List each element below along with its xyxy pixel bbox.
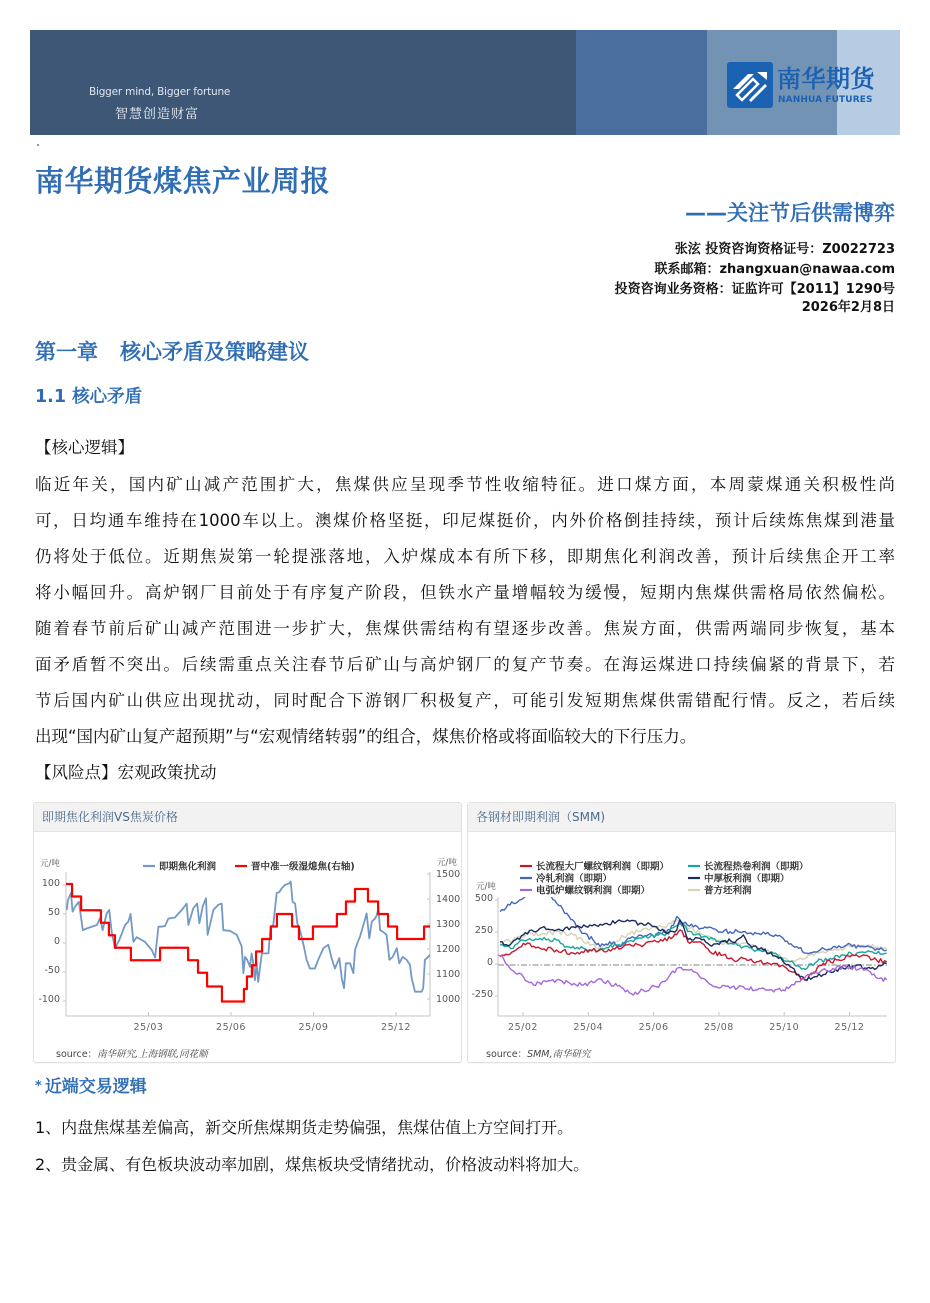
x-tick-label: 25/12 <box>834 1022 865 1033</box>
y-tick-label-left: -250 <box>471 989 493 1000</box>
y-tick-label-right: 1500 <box>436 869 461 880</box>
slogan-chinese: 智慧创造财富 <box>115 107 200 122</box>
chart-title: 即期焦化利润VS焦炭价格 <box>34 803 461 832</box>
chart-steel-spot-profit <box>467 802 896 1063</box>
asterisk-icon: * <box>35 1079 42 1094</box>
source-text: 南华研究,上海钢联,同花顺 <box>97 1049 208 1060</box>
x-tick-label: 25/04 <box>573 1022 604 1033</box>
paragraph-line: 节后国内矿山供应出现扰动，同时配合下游钢厂积极复产，可能引发短期焦煤供需错配行情。反之，若后续 <box>35 691 895 710</box>
chapter-number: 第一章 <box>35 340 98 364</box>
series-line <box>67 882 430 992</box>
source-label: source： <box>486 1049 528 1060</box>
company-logo <box>727 62 897 110</box>
chart-panel-steel-profit <box>467 802 896 1063</box>
paragraph-line: 仍将处于低位。近期焦炭第一轮提涨落地，入炉煤成本有所下移，即期焦化利润改善，预计后续焦企开工率 <box>35 547 895 566</box>
paragraph-line: 临近年关，国内矿山减产范围扩大，焦煤供应呈现季节性收缩特征。进口煤方面，本周蒙煤通关积极性尚 <box>35 475 895 494</box>
near-term-heading <box>35 1073 147 1101</box>
y-tick-label-right: 1000 <box>436 994 461 1005</box>
y-tick-label-left: 0 <box>486 957 493 968</box>
x-tick-label: 25/08 <box>703 1022 734 1033</box>
y-tick-label-right: 1300 <box>436 919 461 930</box>
y-tick-label-left: 0 <box>53 936 60 947</box>
author-credential: 张泫 投资咨询资格证号：Z0022723 <box>674 242 895 257</box>
report-subtitle: ——关注节后供需博弈 <box>685 201 895 225</box>
y-tick-label-left: -100 <box>38 994 60 1005</box>
logo-text-english: NANHUA FUTURES <box>778 95 873 105</box>
section-heading: 1.1 核心矛盾 <box>35 387 143 407</box>
source-label: source： <box>56 1049 98 1060</box>
near-term-title: 近端交易逻辑 <box>44 1077 147 1097</box>
logo-text-chinese: 南华期货 <box>777 65 875 93</box>
y-tick-label-right: 1400 <box>436 894 461 905</box>
y-tick-label-left: 250 <box>474 925 493 936</box>
slogan-english: Bigger mind, Bigger fortune <box>89 86 231 98</box>
series-line <box>500 930 887 981</box>
legend-label: 长流程热卷利润（即期） <box>704 861 809 873</box>
y-unit-left: 元/吨 <box>40 859 60 869</box>
y-unit-left: 元/吨 <box>476 882 496 892</box>
y-tick-label-left: 100 <box>41 878 60 889</box>
legend-label: 晋中准一级湿熄焦(右轴) <box>251 861 355 873</box>
core-logic-paragraph <box>35 467 895 755</box>
legend-label: 普方坯利润 <box>704 885 752 897</box>
x-tick-label: 25/02 <box>508 1022 538 1033</box>
paragraph-line: 随着春节前后矿山减产范围进一步扩大，焦煤供需结构有望逐步改善。焦炭方面，供需两端同步恢复，基本 <box>35 619 895 638</box>
y-tick-label-left: 500 <box>474 893 493 904</box>
paragraph-line: 出现“国内矿山复产超预期”与“宏观情绪转弱”的组合，煤焦价格或将面临较大的下行压力。 <box>35 727 697 746</box>
x-tick-label: 25/06 <box>216 1022 246 1033</box>
chapter-title: 核心矛盾及策略建议 <box>120 340 309 364</box>
source-text: SMM,南华研究 <box>527 1049 591 1060</box>
series-line <box>66 884 430 1002</box>
legend-label: 电弧炉螺纹钢利润（即期） <box>536 885 651 897</box>
logo-mark-icon <box>727 62 773 108</box>
report-date: 2026年2月8日 <box>801 300 895 315</box>
y-tick-label-left: -50 <box>44 965 60 976</box>
header-banner <box>30 30 900 135</box>
banner-band-2 <box>576 30 707 135</box>
paragraph-line: 将小幅回升。高炉钢厂目前处于有序复产阶段，但铁水产量增幅较为缓慢，短期内焦煤供需格局依然偏松。 <box>35 583 895 602</box>
chapter-heading <box>35 336 309 368</box>
decorative-dot <box>37 144 39 146</box>
series-line <box>500 890 887 953</box>
x-tick-label: 25/09 <box>298 1022 329 1033</box>
report-title: 南华期货煤焦产业周报 <box>35 164 331 198</box>
y-unit-right: 元/吨 <box>437 858 457 868</box>
paragraph-line: 可，日均通车维持在1000车以上。澳煤价格坚挺，印尼煤挺价，内外价格倒挂持续，预计后续炼焦煤到港量 <box>35 511 895 530</box>
chart-title: 各钢材即期利润（SMM) <box>468 803 895 832</box>
legend-label: 长流程大厂螺纹钢利润（即期） <box>536 861 670 873</box>
legend-label: 即期焦化利润 <box>159 861 217 873</box>
chart-source <box>486 1046 591 1060</box>
y-tick-label-right: 1100 <box>436 969 461 980</box>
near-term-item: 2、贵金属、有色板块波动率加剧，煤焦板块受情绪扰动，价格波动料将加大。 <box>35 1155 590 1174</box>
chart-panel-coking-profit <box>33 802 462 1063</box>
legend-label: 冷轧利润（即期） <box>536 873 613 885</box>
chart-source <box>56 1046 208 1060</box>
near-term-item: 1、内盘焦煤基差偏高，新交所焦煤期货走势偏强，焦煤估值上方空间打开。 <box>35 1118 574 1137</box>
x-tick-label: 25/06 <box>638 1022 669 1033</box>
y-tick-label-right: 1200 <box>436 944 461 955</box>
x-tick-label: 25/03 <box>133 1022 164 1033</box>
x-tick-label: 25/12 <box>381 1022 411 1033</box>
chart-coking-profit-vs-coke-price <box>33 802 462 1063</box>
legend-label: 中厚板利润（即期） <box>704 873 790 885</box>
y-tick-label-left: 50 <box>47 907 60 918</box>
license-info: 投资咨询业务资格：证监许可【2011】1290号 <box>614 282 895 297</box>
paragraph-line: 面矛盾暂不突出。后续需重点关注春节后矿山与高炉钢厂的复产节奏。在海运煤进口持续偏紧的背景下，若 <box>35 655 895 674</box>
x-tick-label: 25/10 <box>769 1022 800 1033</box>
core-logic-label: 【核心逻辑】 <box>35 438 134 457</box>
risk-point: 【风险点】宏观政策扰动 <box>35 763 217 782</box>
author-email: 联系邮箱：zhangxuan@nawaa.com <box>654 262 895 277</box>
